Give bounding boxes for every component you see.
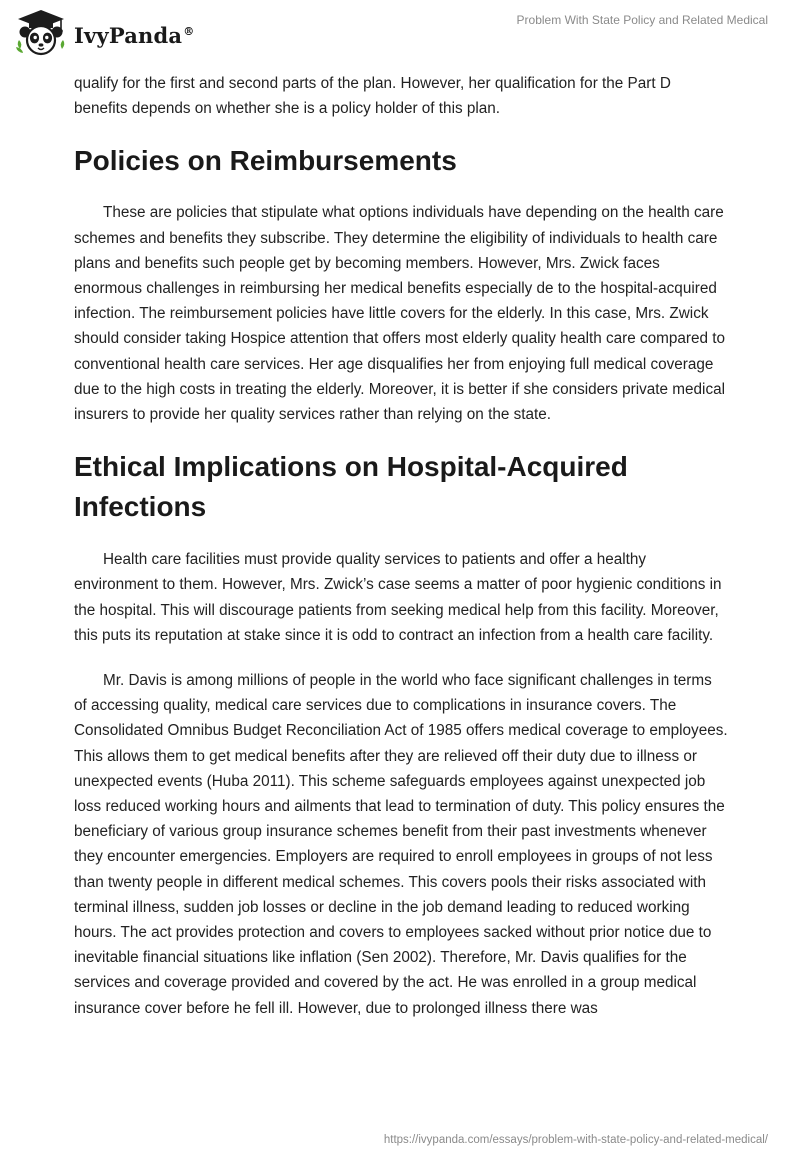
section-heading-reimbursements: Policies on Reimbursements bbox=[74, 145, 457, 177]
ivypanda-logo[interactable] bbox=[14, 8, 194, 58]
page-header bbox=[0, 0, 800, 70]
intro-paragraph: qualify for the first and second parts of the plan. However, her qualification for the Part D benefits depends on whether she is a policy holder of this plan. bbox=[74, 75, 671, 118]
paragraph: Mr. Davis is among millions of people in the world who face significant challenges in terms of accessing quality, medical care services due to complications in insurance covers. The Consolidated Omnibus Budget Reconciliation Act of 1985 offers medical coverage to employees. This allows them to get medical benefits after they are relieved off their duty due to illness or unexpected events (Huba 2011). This scheme safeguards employees against unexpected job loss reduced working hours and ailments that lead to termination of duty. This policy ensures the beneficiary of various group insurance schemes benefit from their past investments whenever they encounter emergencies. Employers are required to enroll employees in groups of not less than twenty people in different medical schemes. This covers pools their risks associated with terminal illness, sudden job losses or decline in the job demand leading to reduced working hours. The act provides protection and covers to employees sacked without prior notice due to inevitable financial situations like inflation (Sen 2002). Therefore, Mr. Davis qualifies for the services and coverage provided and covered by the act. He was enrolled in a group medical insurance cover before he fell ill. However, due to prolonged illness there was bbox=[74, 672, 728, 1017]
panda-graduate-icon bbox=[14, 8, 68, 58]
brand-name: IvyPanda® bbox=[74, 22, 195, 48]
paragraph: Health care facilities must provide quality services to patients and offer a healthy environment to them. However, Mrs. Zwick’s case seems a matter of poor hygienic conditions in the hospital. This will discourage patients from seeking medical help from this facility. Moreover, this puts its reputation at stake since it is odd to contract an infection from a health care facility. bbox=[74, 551, 722, 644]
source-url[interactable]: https://ivypanda.com/essays/problem-with-state-policy-and-related-medical/ bbox=[383, 1134, 768, 1146]
section-heading-ethical-implications: Ethical Implications on Hospital-Acquired Infections bbox=[74, 451, 628, 523]
document-title: Problem With State Policy and Related Medical bbox=[516, 13, 768, 27]
paragraph: These are policies that stipulate what options individuals have depending on the health care schemes and benefits they subscribe. They determine the eligibility of individuals to health care plans and benefits such people get by becoming members. However, Mrs. Zwick faces enormous challenges in reimbursing her medical benefits especially de to the hospital-acquired infection. The reimbursement policies have little covers for the elderly. In this case, Mrs. Zwick should consider taking Hospice attention that offers most elderly quality health care compared to conventional health care services. Her age disqualifies her from enjoying full medical coverage due to the high costs in treating the elderly. Moreover, it is better if she considers private medical insurers to provide her quality services rather than relying on the state. bbox=[74, 204, 726, 424]
registered-mark: ® bbox=[183, 24, 195, 38]
essay-body bbox=[74, 71, 728, 1021]
